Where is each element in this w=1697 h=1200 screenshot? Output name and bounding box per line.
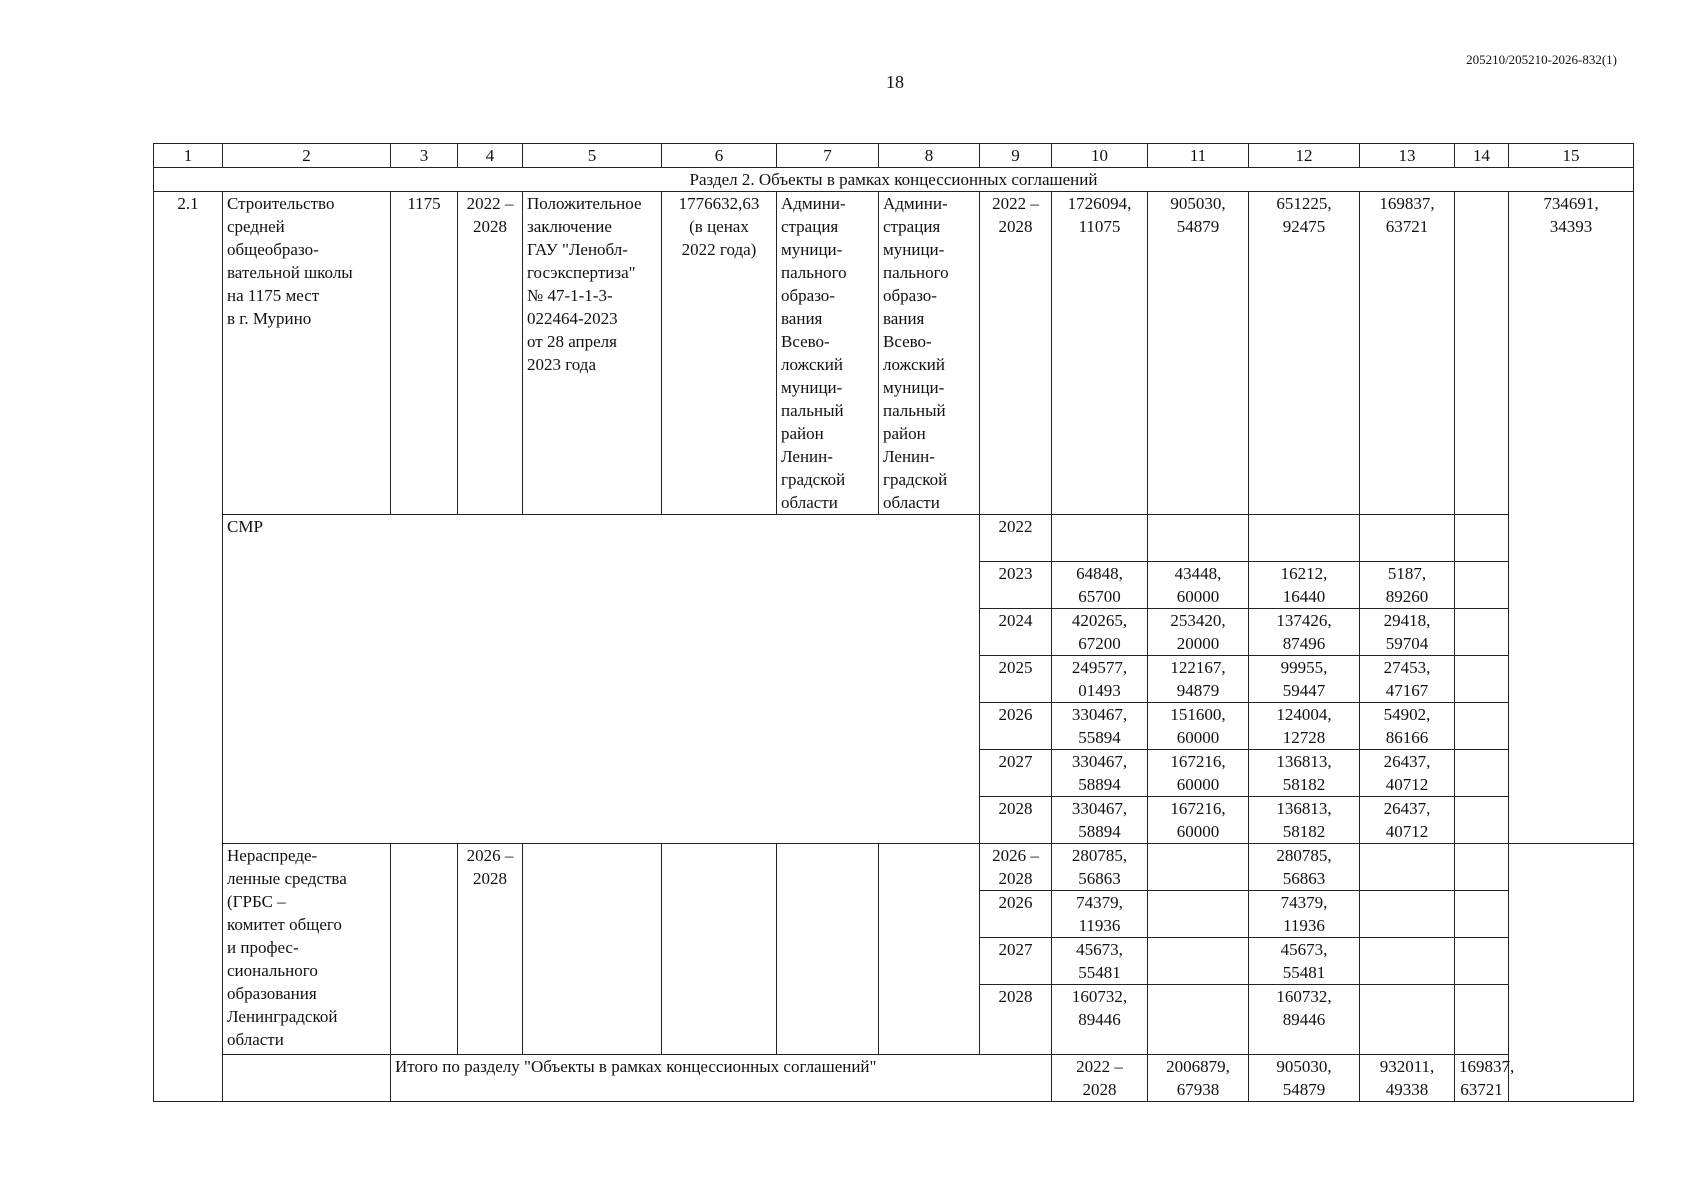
smr-c13: 29418, 59704 (1360, 609, 1455, 656)
smr-c12 (1249, 515, 1360, 562)
smr-year: 2025 (980, 656, 1052, 703)
smr-c10: 330467, 55894 (1052, 703, 1148, 750)
col-header: 14 (1455, 144, 1509, 168)
smr-c14 (1455, 750, 1509, 797)
object-expertise: Положительное заключение ГАУ "Ленобл- госэкспертиза" № 47-1-1-3- 022464-2023 от 28 апреля 2023 года (523, 192, 662, 515)
undistributed-year: 2026 – 2028 (980, 844, 1052, 891)
undistributed-year: 2026 (980, 891, 1052, 938)
smr-c12: 136813, 58182 (1249, 750, 1360, 797)
col-header: 3 (391, 144, 458, 168)
smr-c14 (1455, 562, 1509, 609)
smr-label: СМР (223, 515, 980, 844)
smr-c10: 420265, 67200 (1052, 609, 1148, 656)
smr-year: 2022 (980, 515, 1052, 562)
total-c1 (223, 1055, 391, 1102)
undistributed-c13 (1360, 938, 1455, 985)
undistributed-c12: 160732, 89446 (1249, 985, 1360, 1055)
undistributed-c12: 280785, 56863 (1249, 844, 1360, 891)
page-number: 18 (886, 72, 904, 92)
total-row (154, 1055, 1634, 1102)
object-cost: 1776632,63 (в ценах 2022 года) (662, 192, 777, 515)
smr-c14 (1455, 656, 1509, 703)
total-c13: 169837, 63721 (1455, 1055, 1509, 1102)
undistributed-c14 (1455, 985, 1509, 1055)
smr-c11: 167216, 60000 (1148, 797, 1249, 844)
undistributed-c13 (1360, 844, 1455, 891)
object-number: 2.1 (154, 192, 223, 1102)
object-customer: Админи- страция муници- пального образо- вания Всево- ложский муници- пальный район Ленин- градской области (777, 192, 879, 515)
smr-c13: 54902, 86166 (1360, 703, 1455, 750)
smr-year: 2023 (980, 562, 1052, 609)
total-year: 2022 – 2028 (1052, 1055, 1148, 1102)
undistributed-c6 (662, 844, 777, 1055)
smr-year: 2026 (980, 703, 1052, 750)
total-c12: 932011, 49338 (1360, 1055, 1455, 1102)
col-header: 2 (223, 144, 391, 168)
undistributed-c13 (1360, 891, 1455, 938)
object-name: Строительство средней общеобразо- вательной школы на 1175 мест в г. Мурино (223, 192, 391, 515)
undistributed-c14 (1455, 891, 1509, 938)
object-fin-period: 2022 – 2028 (980, 192, 1052, 515)
col-header: 15 (1509, 144, 1634, 168)
smr-c12: 136813, 58182 (1249, 797, 1360, 844)
object-row (154, 192, 1634, 515)
col-header: 6 (662, 144, 777, 168)
undistributed-c14 (1455, 844, 1509, 891)
smr-c12: 99955, 59447 (1249, 656, 1360, 703)
smr-c11: 253420, 20000 (1148, 609, 1249, 656)
smr-c13: 26437, 40712 (1360, 797, 1455, 844)
smr-c10: 330467, 58894 (1052, 750, 1148, 797)
col-header: 10 (1052, 144, 1148, 168)
undistributed-c15 (1509, 844, 1634, 1102)
col-header: 1 (154, 144, 223, 168)
undistributed-c8 (879, 844, 980, 1055)
section-row (154, 168, 1634, 192)
smr-c10: 64848, 65700 (1052, 562, 1148, 609)
smr-c14 (1455, 797, 1509, 844)
undistributed-row (154, 844, 1634, 891)
undistributed-c5 (523, 844, 662, 1055)
col-header: 11 (1148, 144, 1249, 168)
financing-table (153, 143, 1634, 1102)
undistributed-name: Нераспреде- ленные средства (ГРБС – комитет общего и профес- сионального образования Ленинградской области (223, 844, 391, 1055)
undistributed-c11 (1148, 891, 1249, 938)
smr-c14 (1455, 609, 1509, 656)
object-local: 169837, 63721 (1360, 192, 1455, 515)
object-total: 1726094, 11075 (1052, 192, 1148, 515)
undistributed-c3 (391, 844, 458, 1055)
col-header: 8 (879, 144, 980, 168)
smr-year: 2028 (980, 797, 1052, 844)
undistributed-c14 (1455, 938, 1509, 985)
smr-c10 (1052, 515, 1148, 562)
smr-c14 (1455, 703, 1509, 750)
document-id: 205210/205210-2026-832(1) (1466, 52, 1617, 67)
col-header: 9 (980, 144, 1052, 168)
undistributed-c13 (1360, 985, 1455, 1055)
smr-c13: 27453, 47167 (1360, 656, 1455, 703)
smr-c11: 43448, 60000 (1148, 562, 1249, 609)
total-c10: 2006879, 67938 (1148, 1055, 1249, 1102)
smr-c10: 249577, 01493 (1052, 656, 1148, 703)
smr-c12: 124004, 12728 (1249, 703, 1360, 750)
smr-c11 (1148, 515, 1249, 562)
undistributed-c12: 74379, 11936 (1249, 891, 1360, 938)
undistributed-c10: 160732, 89446 (1052, 985, 1148, 1055)
undistributed-c10: 45673, 55481 (1052, 938, 1148, 985)
smr-c11: 151600, 60000 (1148, 703, 1249, 750)
smr-c13 (1360, 515, 1455, 562)
undistributed-c10: 74379, 11936 (1052, 891, 1148, 938)
object-period: 2022 – 2028 (458, 192, 523, 515)
undistributed-c7 (777, 844, 879, 1055)
smr-year: 2027 (980, 750, 1052, 797)
smr-c12: 137426, 87496 (1249, 609, 1360, 656)
smr-c10: 330467, 58894 (1052, 797, 1148, 844)
section-title: Раздел 2. Объекты в рамках концессионных соглашений (154, 168, 1634, 192)
col-header: 13 (1360, 144, 1455, 168)
undistributed-c11 (1148, 985, 1249, 1055)
smr-c12: 16212, 16440 (1249, 562, 1360, 609)
undistributed-year: 2028 (980, 985, 1052, 1055)
undistributed-c10: 280785, 56863 (1052, 844, 1148, 891)
smr-c14 (1455, 515, 1509, 562)
col-header: 4 (458, 144, 523, 168)
object-regional: 651225, 92475 (1249, 192, 1360, 515)
object-col14 (1455, 192, 1509, 515)
smr-c13: 26437, 40712 (1360, 750, 1455, 797)
smr-c13: 5187, 89260 (1360, 562, 1455, 609)
header-row (154, 144, 1634, 168)
object-col15: 734691, 34393 (1509, 192, 1634, 844)
col-header: 5 (523, 144, 662, 168)
col-header: 7 (777, 144, 879, 168)
undistributed-c12: 45673, 55481 (1249, 938, 1360, 985)
total-c11: 905030, 54879 (1249, 1055, 1360, 1102)
object-developer: Админи- страция муници- пального образо- вания Всево- ложский муници- пальный район Ленин- градской области (879, 192, 980, 515)
smr-row (154, 515, 1634, 562)
object-capacity: 1175 (391, 192, 458, 515)
smr-c11: 167216, 60000 (1148, 750, 1249, 797)
undistributed-c11 (1148, 938, 1249, 985)
undistributed-period: 2026 – 2028 (458, 844, 523, 1055)
undistributed-year: 2027 (980, 938, 1052, 985)
undistributed-c11 (1148, 844, 1249, 891)
object-federal: 905030, 54879 (1148, 192, 1249, 515)
smr-c11: 122167, 94879 (1148, 656, 1249, 703)
total-label: Итого по разделу "Объекты в рамках концессионных соглашений" (391, 1055, 1052, 1102)
col-header: 12 (1249, 144, 1360, 168)
smr-year: 2024 (980, 609, 1052, 656)
